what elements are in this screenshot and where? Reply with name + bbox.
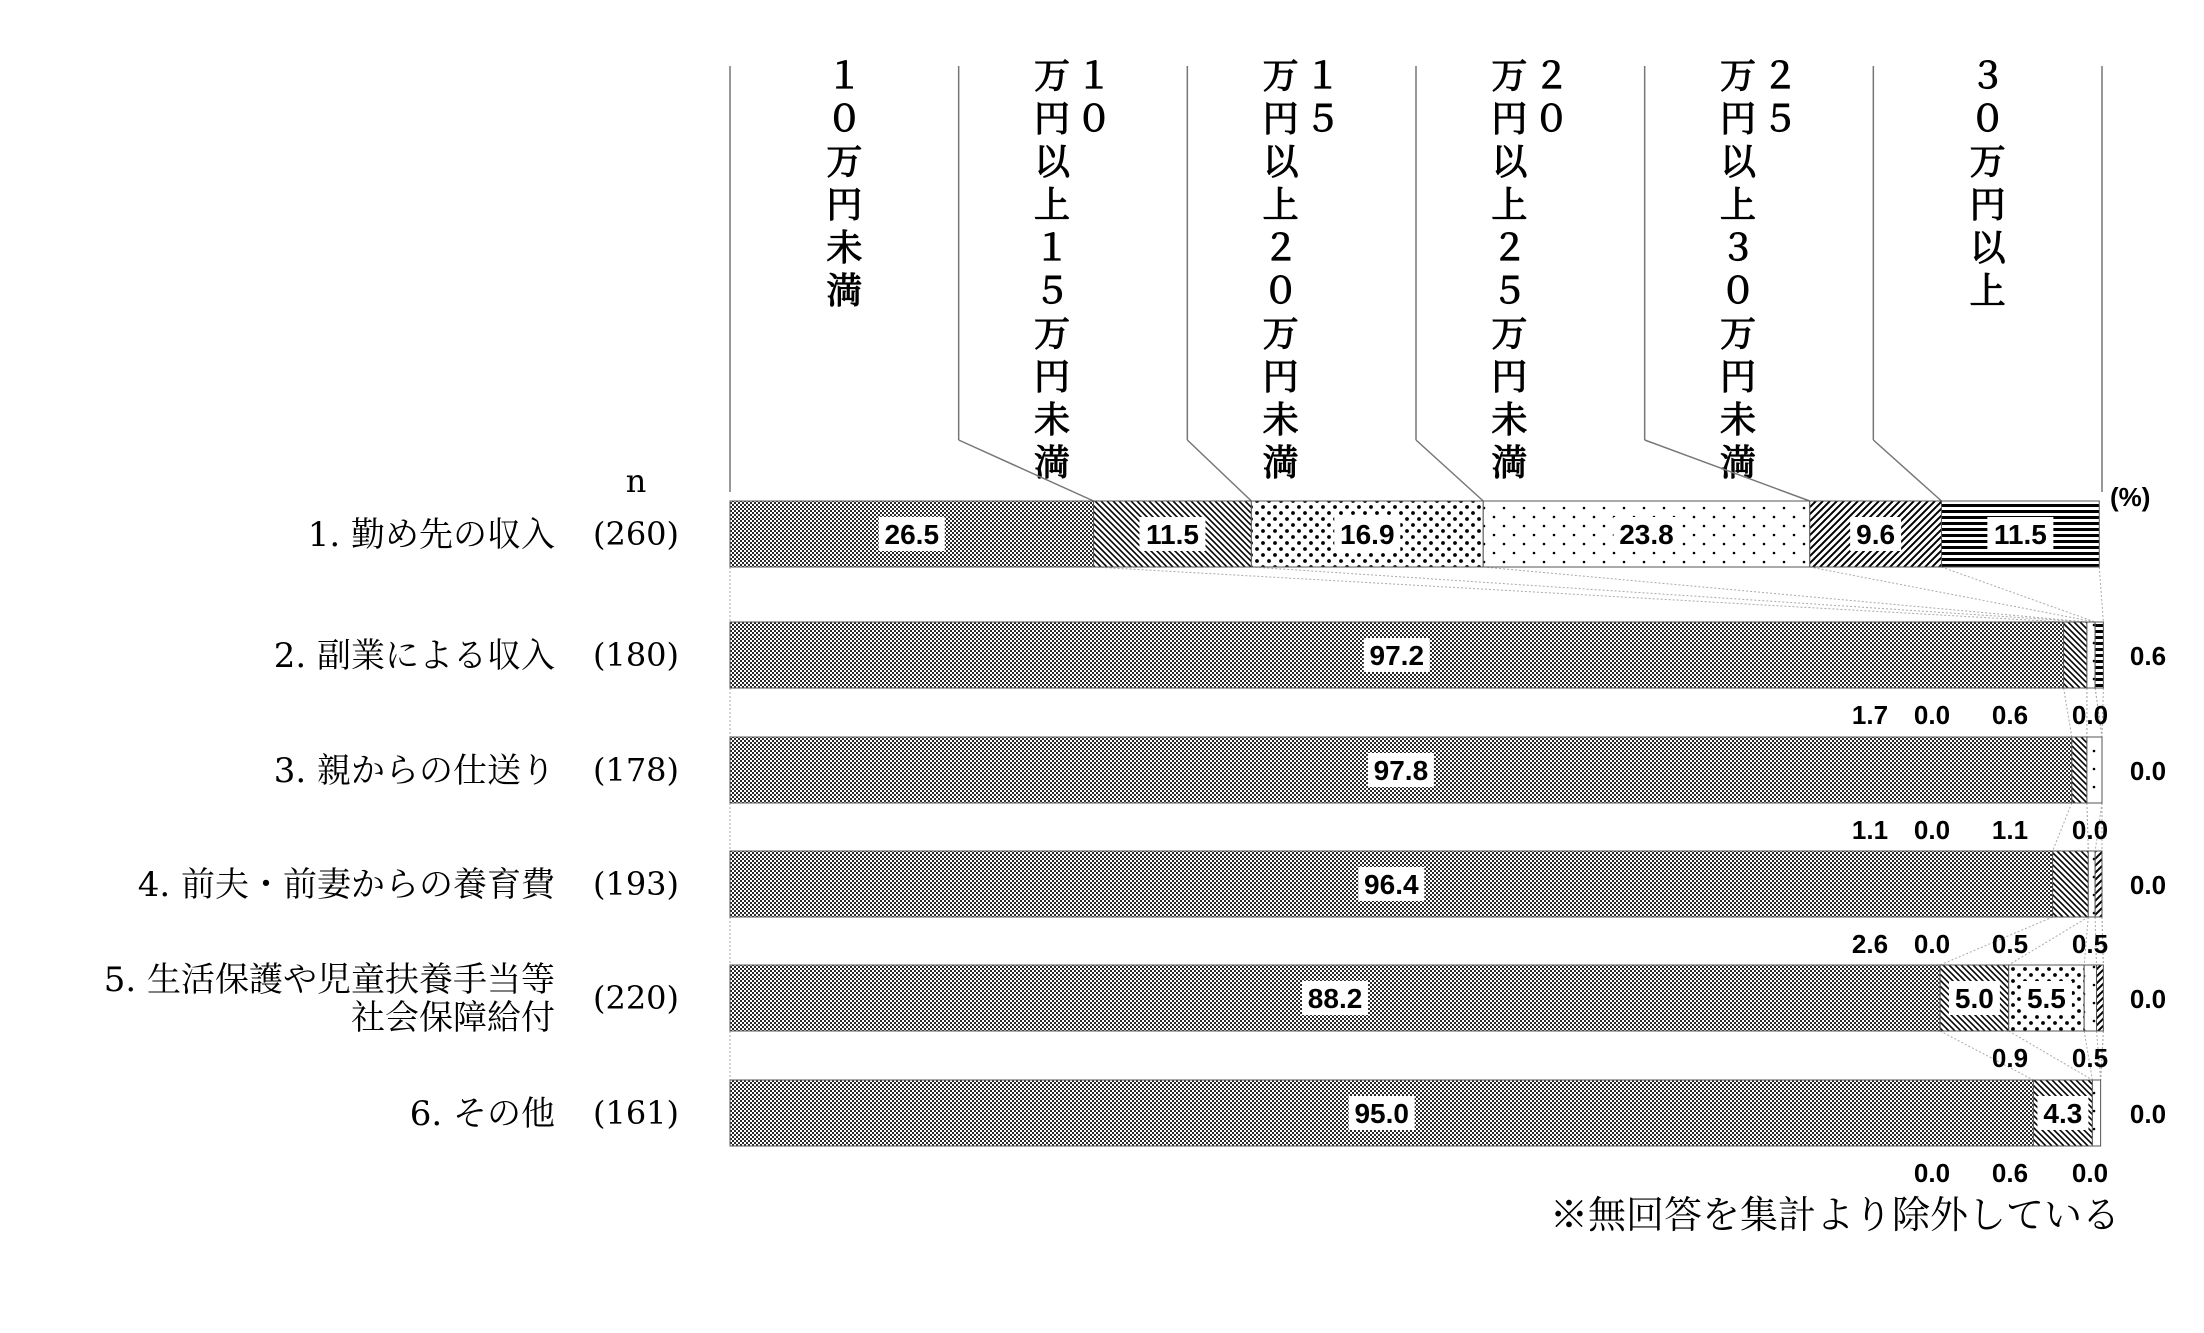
header-10-15	[1034, 56, 1112, 484]
header-char: ０	[1969, 99, 2006, 140]
bar-row-3	[274, 737, 2166, 845]
header-char: 満	[1033, 443, 1071, 484]
value-label-below: 0.0	[2071, 700, 2109, 730]
header-char: 万	[1262, 56, 1299, 97]
header-char: 万	[1033, 56, 1071, 97]
value-label: 11.5	[1145, 519, 1199, 550]
value-label-below: 0.0	[2071, 815, 2109, 845]
header-char: 万	[1033, 314, 1071, 355]
header-char: 以	[1969, 228, 2006, 269]
row-connector	[1251, 567, 2087, 622]
value-label: 96.4	[1364, 869, 1419, 900]
value-label-below: 0.5	[1991, 929, 2029, 959]
header-char: 円	[1719, 357, 1757, 398]
column-headers	[730, 56, 2102, 492]
header-char: 上	[1969, 271, 2006, 312]
header-char: 円	[1969, 185, 2006, 226]
header-char: 以	[1719, 142, 1757, 183]
value-label-right: 0.6	[2129, 641, 2167, 671]
header-connector	[1873, 440, 1941, 501]
header-char: 円	[1262, 99, 1299, 140]
header-char: 上	[1262, 185, 1299, 226]
header-15-20	[1263, 56, 1341, 484]
header-char: 万	[826, 142, 863, 183]
value-label-below: 0.0	[1913, 700, 1951, 730]
bar-segment-25-30	[2095, 851, 2102, 917]
header-char: 万	[1262, 314, 1299, 355]
header-char: ５	[1304, 99, 1341, 140]
value-label-below: 0.0	[1913, 815, 1951, 845]
value-label: 9.6	[1856, 519, 1896, 550]
value-label-below: 1.1	[1991, 815, 2029, 845]
header-25-30	[1720, 56, 1798, 484]
header-char: １	[826, 56, 863, 97]
header-char: 万	[1719, 314, 1757, 355]
header-char: ２	[1533, 56, 1570, 97]
header-20-25	[1491, 56, 1569, 484]
header-char: ２	[1262, 228, 1299, 269]
header-char: 円	[1033, 99, 1071, 140]
header-char: 満	[826, 271, 863, 312]
header-char: １	[1304, 56, 1341, 97]
value-label: 11.5	[1993, 519, 2047, 550]
value-label-below: 0.6	[1991, 1158, 2029, 1188]
value-label: 97.2	[1369, 640, 1425, 671]
header-connector	[1416, 440, 1483, 501]
header-char: 円	[1491, 99, 1528, 140]
header-char: ３	[1969, 56, 2006, 97]
value-label-below: 0.5	[2071, 929, 2109, 959]
value-label-below: 0.0	[2071, 1158, 2109, 1188]
header-char: ５	[1761, 99, 1799, 140]
row-connector	[2099, 567, 2103, 622]
value-label: 95.0	[1354, 1098, 1409, 1129]
n-count: (180)	[592, 636, 680, 674]
footnote: ※無回答を集計より除外している	[1549, 1193, 2120, 1237]
bar-rows	[104, 501, 2166, 1188]
header-char: 万	[1719, 56, 1757, 97]
bar-row-5	[104, 960, 2166, 1073]
row-connector	[2064, 688, 2072, 737]
value-label: 5.0	[1954, 983, 1994, 1014]
category-label: 6. その他	[409, 1094, 555, 1134]
header-char: 万	[1491, 56, 1528, 97]
value-label: 88.2	[1307, 983, 1363, 1014]
header-char: 以	[1262, 142, 1299, 183]
bar-segment-20-25	[2088, 851, 2095, 917]
header-connector	[1187, 440, 1251, 501]
n-column-header: n	[625, 462, 647, 500]
bar-row-6	[410, 1080, 2166, 1188]
bar-row-1	[308, 501, 2100, 567]
header-connector	[959, 440, 1094, 501]
category-label: 1. 勤め先の収入	[307, 515, 555, 555]
category-label: 2. 副業による収入	[273, 636, 555, 676]
value-label-right: 0.0	[2129, 984, 2167, 1014]
header-char: ０	[1262, 271, 1299, 312]
value-label-below: 1.1	[1851, 815, 1889, 845]
header-char: 満	[1719, 443, 1757, 484]
value-label-below: 0.0	[1913, 929, 1951, 959]
category-label: 5. 生活保護や児童扶養手当等	[103, 960, 555, 1000]
row-connector	[1094, 567, 2064, 622]
header-char: １	[1075, 56, 1113, 97]
n-count: (161)	[592, 1094, 680, 1132]
value-label-below: 0.6	[1991, 700, 2029, 730]
header-char: 上	[1719, 185, 1757, 226]
header-char: 以	[1491, 142, 1528, 183]
n-count: (193)	[592, 865, 680, 903]
value-label-right: 0.0	[2129, 870, 2167, 900]
header-char: 万	[1969, 142, 2006, 183]
bar-segment-20-25	[2084, 965, 2096, 1031]
value-label: 16.9	[1340, 519, 1395, 550]
header-char: ５	[1033, 271, 1071, 312]
header-char: 未	[1719, 400, 1757, 441]
header-char: 上	[1491, 185, 1528, 226]
category-label: 社会保障給付	[351, 998, 555, 1038]
header-char: ２	[1491, 228, 1528, 269]
header-char: 満	[1262, 443, 1299, 484]
bar-segment-over-30	[2095, 622, 2103, 688]
value-label: 4.3	[2043, 1098, 2083, 1129]
header-char: １	[1033, 228, 1071, 269]
value-label: 23.8	[1619, 519, 1674, 550]
n-count: (178)	[592, 751, 680, 789]
value-label-right: 0.0	[2129, 756, 2167, 786]
header-char: 万	[1491, 314, 1528, 355]
bar-segment-10-15	[2053, 851, 2089, 917]
value-label: 26.5	[884, 519, 940, 550]
header-char: 未	[1491, 400, 1528, 441]
bar-segment-20-25	[2092, 1080, 2100, 1146]
header-char: 上	[1033, 185, 1071, 226]
value-label-right: 0.0	[2129, 1099, 2167, 1129]
header-char: ０	[1075, 99, 1113, 140]
bar-segment-10-15	[2072, 737, 2087, 803]
bar-row-2	[274, 622, 2166, 730]
header-char: 円	[1033, 357, 1071, 398]
value-label: 5.5	[2026, 983, 2066, 1014]
header-over-30	[1970, 56, 2008, 312]
category-label: 3. 親からの仕送り	[273, 751, 555, 791]
header-char: 満	[1491, 443, 1528, 484]
header-char: ０	[1719, 271, 1757, 312]
category-label: 4. 前夫・前妻からの養育費	[137, 865, 555, 905]
header-under-10	[826, 56, 862, 312]
value-label-below: 0.0	[1913, 1158, 1951, 1188]
header-char: 以	[1033, 142, 1071, 183]
header-char: 円	[1719, 99, 1757, 140]
bar-segment-20-25	[2087, 737, 2102, 803]
header-char: 円	[1262, 357, 1299, 398]
header-char: ５	[1491, 271, 1528, 312]
row-connector	[1941, 567, 2095, 622]
header-char: ２	[1761, 56, 1799, 97]
bar-segment-25-30	[2097, 965, 2104, 1031]
header-char: ０	[1533, 99, 1570, 140]
value-label: 97.8	[1373, 755, 1429, 786]
unit-label: (%)	[2110, 482, 2151, 512]
header-char: 未	[1033, 400, 1071, 441]
bar-segment-10-15	[2064, 622, 2087, 688]
bar-row-4	[138, 851, 2166, 959]
value-label-below: 2.6	[1851, 929, 1889, 959]
header-char: 未	[1262, 400, 1299, 441]
header-char: 円	[826, 185, 863, 226]
row-connector	[1810, 567, 2095, 622]
bar-segment-20-25	[2087, 622, 2095, 688]
row-connector	[2053, 803, 2072, 851]
header-char: 円	[1491, 357, 1528, 398]
n-count: (220)	[592, 979, 680, 1017]
header-char: 未	[826, 228, 863, 269]
value-label-below: 1.7	[1851, 700, 1889, 730]
value-label-below: 0.5	[2071, 1043, 2109, 1073]
header-char: ３	[1719, 228, 1757, 269]
n-count: (260)	[592, 515, 680, 553]
value-label-below: 0.9	[1991, 1043, 2029, 1073]
header-char: ０	[826, 99, 863, 140]
